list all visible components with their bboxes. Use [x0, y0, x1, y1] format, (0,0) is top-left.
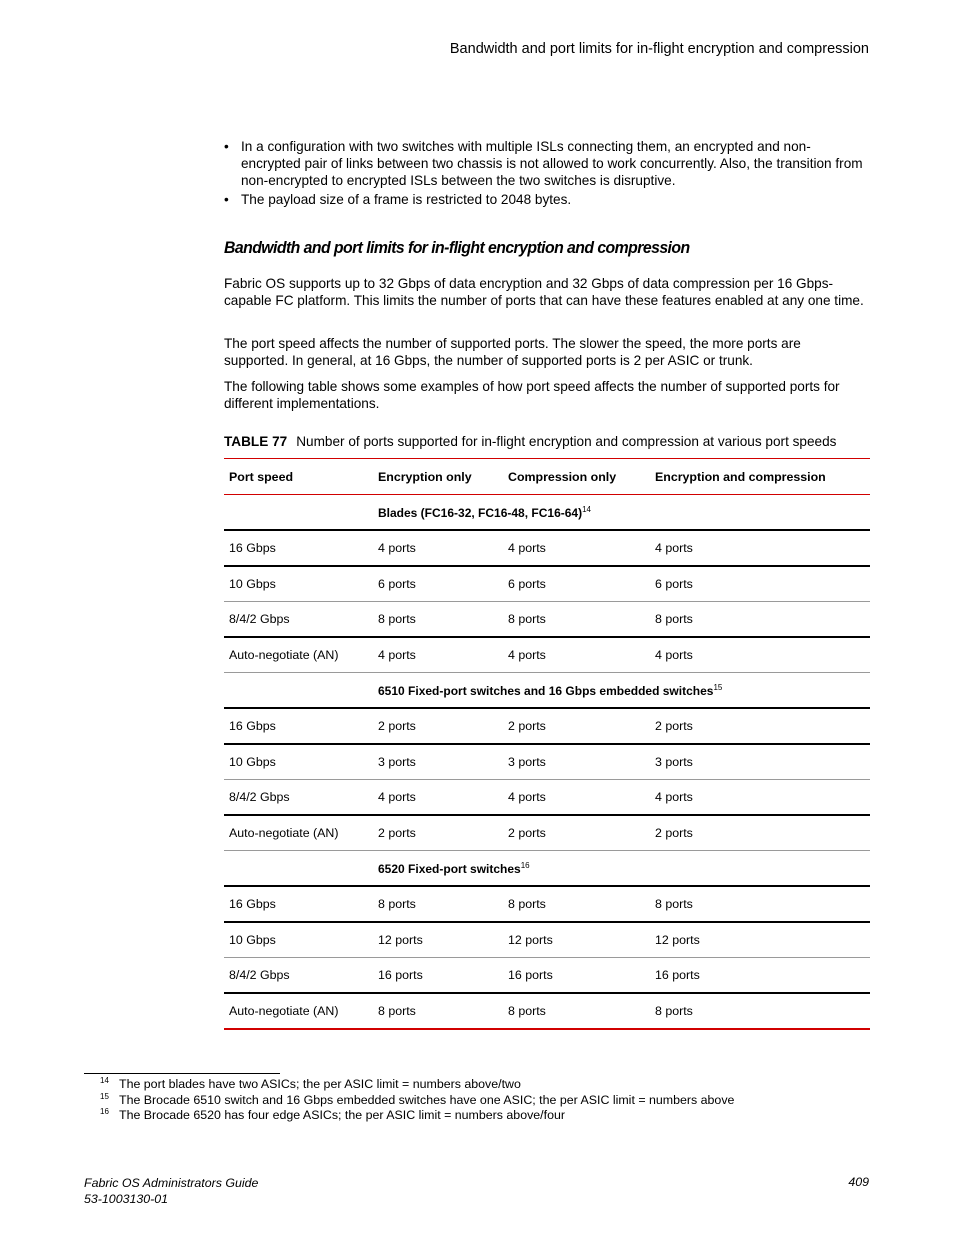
port-count-cell: 12 ports	[650, 922, 870, 958]
port-count-cell: 3 ports	[373, 744, 503, 780]
column-header: Encryption and compression	[650, 459, 870, 495]
table-row	[224, 744, 870, 780]
port-count-cell: 4 ports	[503, 637, 650, 673]
running-header: Bandwidth and port limits for in-flight encryption and compression	[449, 41, 869, 57]
table-header-row	[224, 459, 870, 495]
port-count-cell: 6 ports	[650, 566, 870, 602]
port-speed-cell: 10 Gbps	[224, 744, 373, 780]
port-count-cell: 2 ports	[503, 815, 650, 851]
table-row	[224, 530, 870, 566]
port-speed-cell: Auto-negotiate (AN)	[224, 993, 373, 1029]
footer-doc-number: 53-1003130-01	[84, 1192, 169, 1206]
group-title: 6520 Fixed-port switches	[378, 861, 521, 876]
port-count-cell: 4 ports	[503, 530, 650, 566]
port-count-cell: 4 ports	[650, 530, 870, 566]
port-count-cell: 2 ports	[373, 815, 503, 851]
list-item: • In a configuration with two switches with multiple ISLs connecting them, an encrypted and non-encrypted pair of links between two chassis is not allowed to work concurrently. Also, the transition from non-encrypted to encrypted ISLs between the two switches is disruptive.	[224, 138, 864, 189]
table-body	[224, 495, 870, 1030]
port-count-cell: 8 ports	[373, 993, 503, 1029]
column-header: Compression only	[503, 459, 650, 495]
port-count-cell: 8 ports	[503, 993, 650, 1029]
table-row	[224, 886, 870, 922]
port-speed-cell: 8/4/2 Gbps	[224, 780, 373, 816]
section-title: Bandwidth and port limits for in-flight encryption and compression	[224, 238, 690, 257]
port-count-cell: 16 ports	[373, 958, 503, 994]
footnote-number: 16	[100, 1107, 109, 1116]
port-speed-cell: 10 Gbps	[224, 566, 373, 602]
port-speed-cell: 8/4/2 Gbps	[224, 958, 373, 994]
table-group-row	[224, 673, 870, 709]
footnote	[84, 1107, 734, 1123]
port-count-cell: 3 ports	[650, 744, 870, 780]
table-row	[224, 708, 870, 744]
port-speed-cell: Auto-negotiate (AN)	[224, 815, 373, 851]
ports-table	[224, 458, 870, 1030]
port-count-cell: 8 ports	[503, 886, 650, 922]
footnotes	[84, 1076, 734, 1123]
port-count-cell: 2 ports	[503, 708, 650, 744]
table-cell	[224, 673, 373, 709]
footnote-text: The Brocade 6520 has four edge ASICs; the per ASIC limit = numbers above/four	[119, 1108, 565, 1122]
paragraph: The port speed affects the number of supported ports. The slower the speed, the more ports are supported. In general, at 16 Gbps, the number of supported ports is 2 per ASIC or trunk.	[224, 336, 801, 368]
port-count-cell: 16 ports	[650, 958, 870, 994]
port-count-cell: 8 ports	[503, 602, 650, 638]
footnote-number: 14	[100, 1076, 109, 1085]
port-count-cell: 8 ports	[373, 886, 503, 922]
table-row	[224, 958, 870, 994]
port-speed-cell: 8/4/2 Gbps	[224, 602, 373, 638]
table-caption	[224, 434, 836, 449]
table-cell	[224, 851, 373, 887]
port-count-cell: 12 ports	[503, 922, 650, 958]
table-row	[224, 602, 870, 638]
footnote-ref: 16	[520, 860, 530, 870]
footnote	[84, 1092, 734, 1108]
port-count-cell: 8 ports	[650, 993, 870, 1029]
port-speed-cell: 16 Gbps	[224, 530, 373, 566]
column-header: Port speed	[224, 459, 373, 495]
port-count-cell: 16 ports	[503, 958, 650, 994]
port-count-cell: 6 ports	[503, 566, 650, 602]
table-cell	[224, 495, 373, 531]
table-caption-text: Number of ports supported for in-flight encryption and compression at various port speeds	[296, 434, 837, 449]
port-count-cell: 8 ports	[373, 602, 503, 638]
port-count-cell: 4 ports	[373, 637, 503, 673]
footnote-divider	[84, 1073, 280, 1074]
port-count-cell: 4 ports	[373, 780, 503, 816]
footnote-ref: 14	[582, 504, 591, 514]
paragraph: The following table shows some examples of how port speed affects the number of supported ports for different implementations.	[224, 379, 840, 411]
table-row	[224, 566, 870, 602]
group-title: Blades (FC16-32, FC16-48, FC16-64)	[378, 505, 583, 520]
table-row	[224, 993, 870, 1029]
group-title: 6510 Fixed-port switches and 16 Gbps embedded switches	[378, 683, 714, 698]
footnote-ref: 15	[713, 682, 723, 692]
page-number: 409	[848, 1175, 869, 1189]
port-count-cell: 4 ports	[503, 780, 650, 816]
port-speed-cell: 10 Gbps	[224, 922, 373, 958]
table-row	[224, 922, 870, 958]
port-count-cell: 2 ports	[650, 708, 870, 744]
port-count-cell: 12 ports	[373, 922, 503, 958]
port-count-cell: 8 ports	[650, 886, 870, 922]
table-label: TABLE 77	[224, 434, 288, 449]
footer-doc-info	[84, 1175, 258, 1207]
table-row	[224, 780, 870, 816]
group-title-cell	[373, 673, 870, 709]
paragraph: Fabric OS supports up to 32 Gbps of data encryption and 32 Gbps of data compression per 16 Gbps-capable FC platform. This limits the number of ports that can have these features enabled at any one time.	[224, 276, 864, 308]
table-group-row	[224, 495, 870, 531]
port-count-cell: 6 ports	[373, 566, 503, 602]
footnote	[84, 1076, 734, 1092]
port-speed-cell: Auto-negotiate (AN)	[224, 637, 373, 673]
port-count-cell: 4 ports	[373, 530, 503, 566]
footnote-text: The Brocade 6510 switch and 16 Gbps embedded switches have one ASIC; the per ASIC limit = numbers above	[119, 1092, 735, 1107]
column-header: Encryption only	[373, 459, 503, 495]
port-count-cell: 3 ports	[503, 744, 650, 780]
port-speed-cell: 16 Gbps	[224, 708, 373, 744]
list-item: • The payload size of a frame is restricted to 2048 bytes.	[224, 191, 864, 208]
table-row	[224, 815, 870, 851]
port-count-cell: 2 ports	[373, 708, 503, 744]
table-group-row	[224, 851, 870, 887]
footnote-text: The port blades have two ASICs; the per ASIC limit = numbers above/two	[119, 1077, 521, 1091]
footnote-number: 15	[100, 1091, 109, 1101]
bullet-list	[224, 138, 864, 210]
group-title-cell	[373, 495, 870, 531]
group-title-cell	[373, 851, 870, 887]
port-count-cell: 8 ports	[650, 602, 870, 638]
port-count-cell: 2 ports	[650, 815, 870, 851]
table-row	[224, 637, 870, 673]
port-count-cell: 4 ports	[650, 637, 870, 673]
port-count-cell: 4 ports	[650, 780, 870, 816]
port-speed-cell: 16 Gbps	[224, 886, 373, 922]
footer-doc-title: Fabric OS Administrators Guide	[84, 1176, 259, 1190]
